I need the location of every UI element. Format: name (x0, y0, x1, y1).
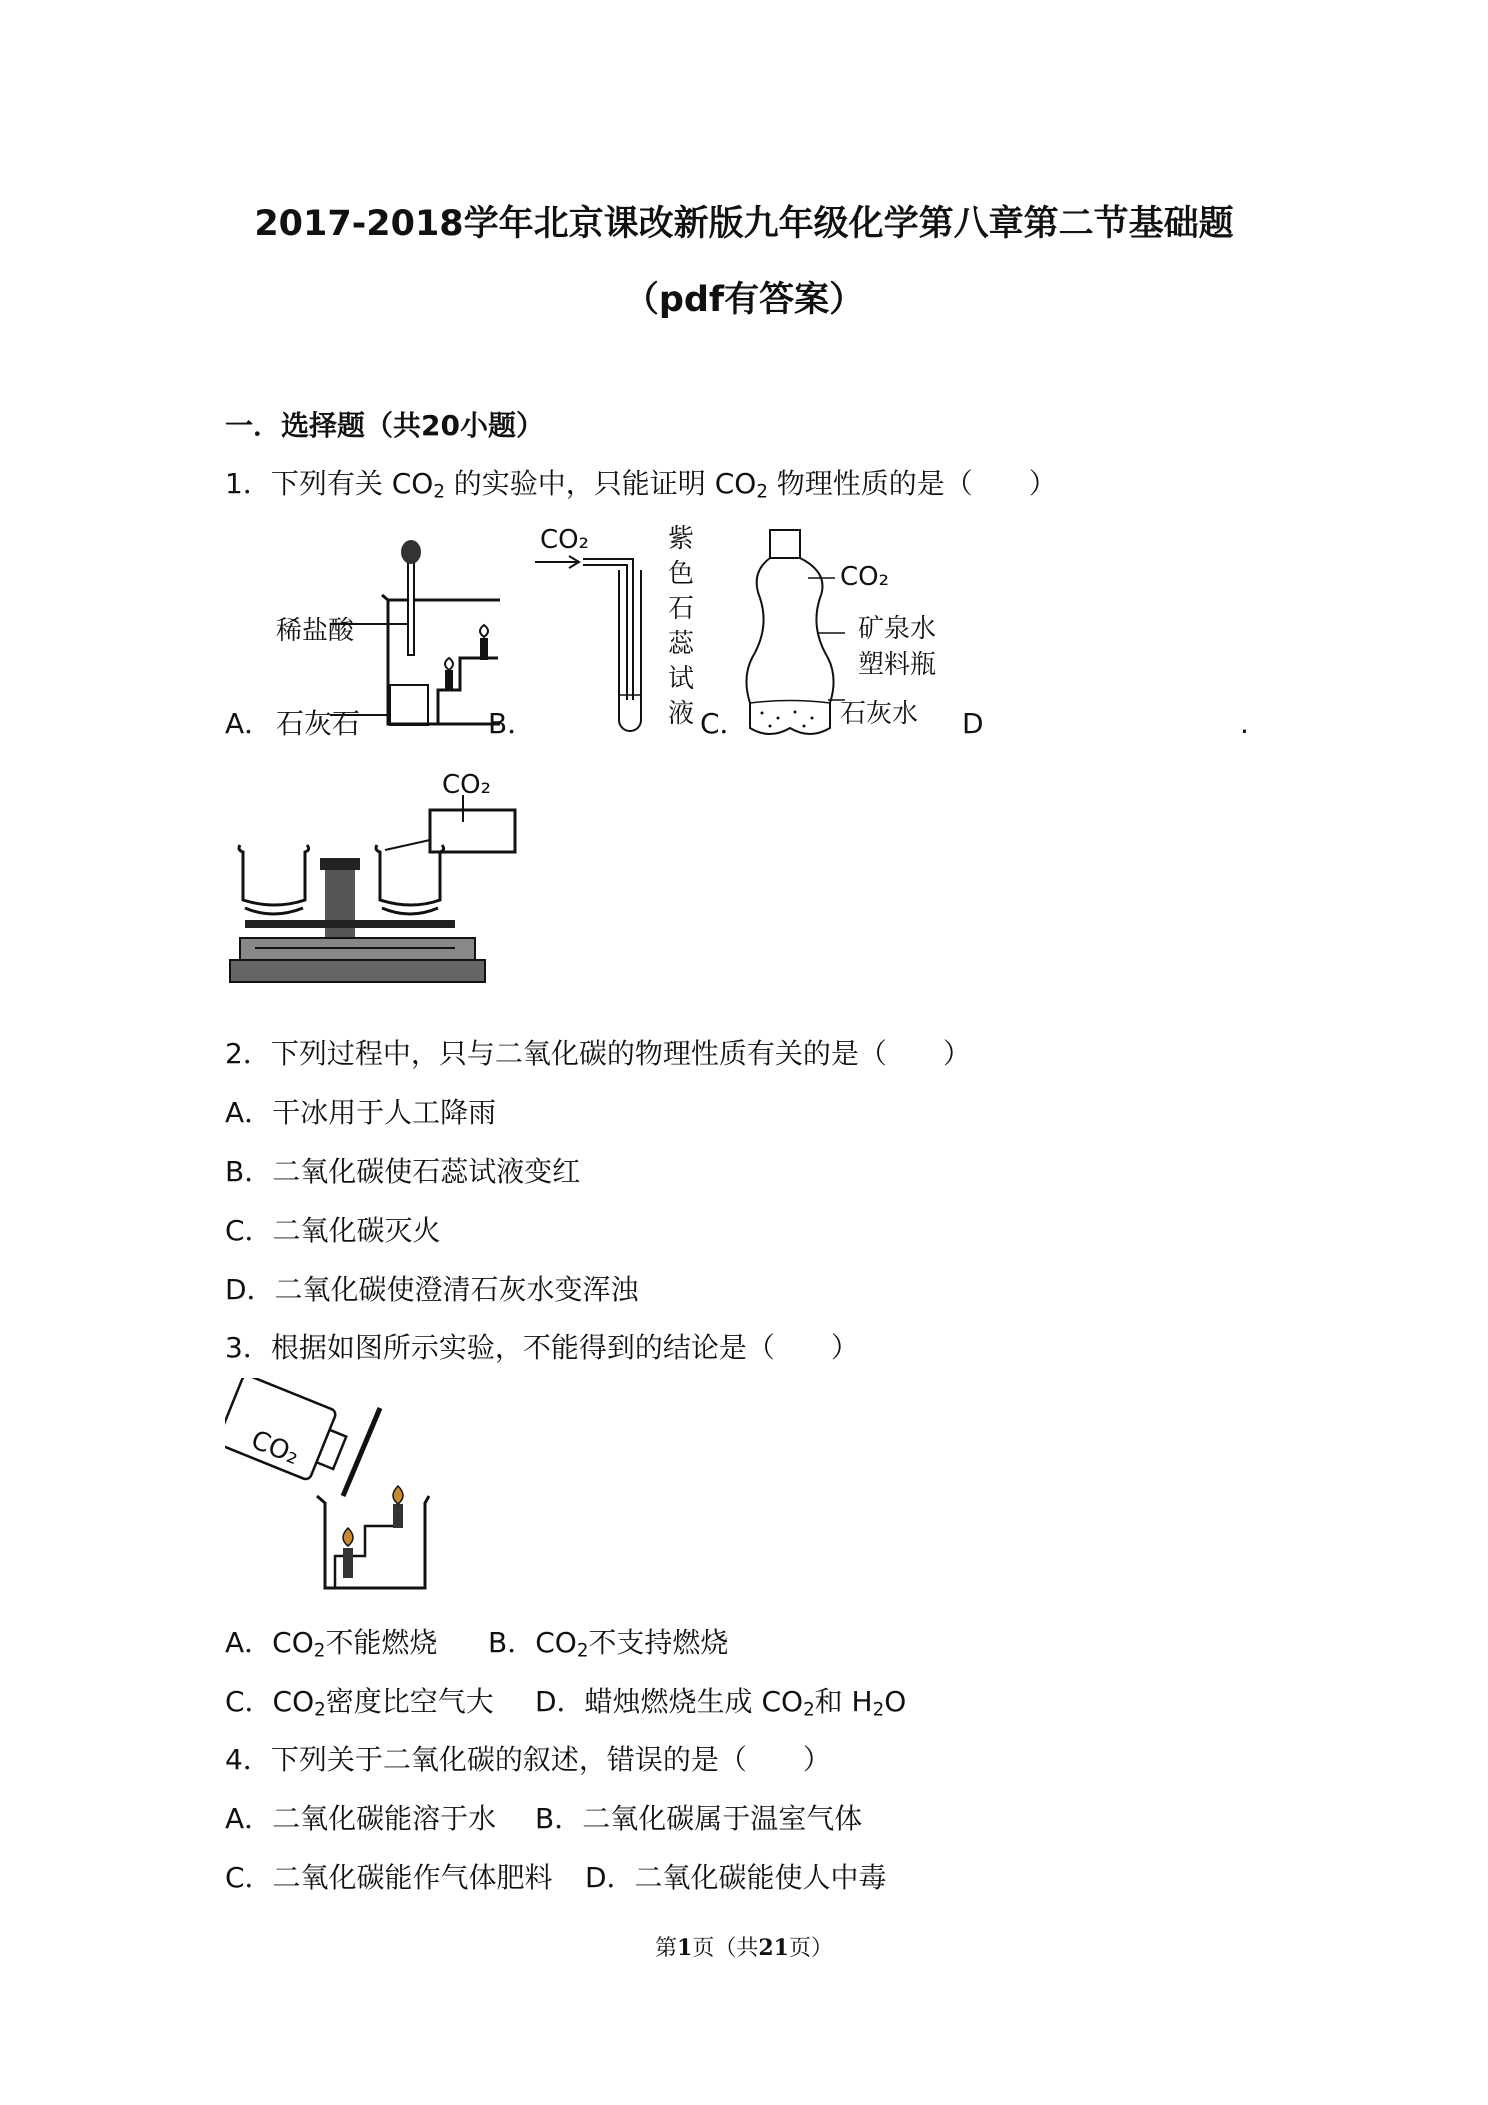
footer-post: 页） (788, 1936, 833, 1961)
q4-option-d: D．二氧化碳能使人中毒 (585, 1861, 887, 1894)
figC-label-bottle-2: 塑料瓶 (858, 650, 937, 680)
figA-beaker (388, 600, 500, 724)
q3-glass-rod (343, 1408, 380, 1496)
figC-limewater-dots (761, 711, 814, 728)
q3-option-b (488, 1625, 728, 1661)
figA-label-acid: 稀盐酸 (276, 616, 355, 646)
q3-figure (225, 1378, 445, 1608)
q1-stem (225, 466, 1057, 502)
q2-stem: 2．下列过程中，只与二氧化碳的物理性质有关的是（ ） (225, 1037, 971, 1070)
figB-char: 蕊 (668, 629, 695, 659)
q1-option-d-letter: D (962, 707, 984, 740)
q3-flame-low (343, 1528, 353, 1546)
figA-label-limestone: 石灰石 (276, 707, 361, 740)
q3-option-a (225, 1625, 437, 1661)
q1-option-b-letter: B． (488, 707, 536, 740)
q3-sub: 2 (803, 1699, 815, 1721)
figB-char: 液 (668, 699, 695, 729)
q3-option-d-mid: 和 H (814, 1685, 873, 1718)
q3-option-c-post: 密度比空气大 (325, 1685, 494, 1718)
q1-figure-c (740, 528, 850, 743)
section-heading: 一．选择题（共20小题） (225, 409, 544, 442)
q3-option-b-post: 不支持燃烧 (588, 1626, 729, 1659)
figB-test-tube (619, 570, 641, 731)
q1-stem-mid: 的实验中，只能证明 CO (444, 467, 757, 500)
q1-number: 1． (225, 467, 271, 500)
q3-candle-high (393, 1504, 403, 1528)
figC-label-bottle-1: 矿泉水 (858, 614, 937, 644)
q4-option-b: B．二氧化碳属于温室气体 (535, 1802, 863, 1835)
q1-stem-post: 物理性质的是（ ） (767, 467, 1057, 500)
q1-figure-b (535, 525, 685, 745)
q1-stem-pre: 下列有关 CO (270, 467, 434, 500)
q1-option-c-letter: C． (700, 707, 748, 740)
q3-candle-low (343, 1548, 353, 1578)
figB-char: 石 (668, 594, 695, 624)
figB-char: 色 (668, 559, 695, 589)
q3-option-a-post: 不能燃烧 (325, 1626, 438, 1659)
q3-option-d-pre: D．蜡烛燃烧生成 CO (535, 1685, 804, 1718)
q1-option-end-dot: . (1240, 707, 1249, 740)
figA-dropper-bulb (401, 540, 421, 564)
q2-option-b: B．二氧化碳使石蕊试液变红 (225, 1155, 581, 1188)
document-title-line2: （pdf有答案） (623, 280, 865, 320)
figD-gas-label: CO₂ (442, 770, 492, 800)
q3-option-b-pre: B．CO (488, 1626, 577, 1659)
figA-small-cup (390, 685, 428, 725)
figD-beam (245, 920, 455, 928)
figD-base (240, 938, 475, 962)
figD-pillar (325, 865, 355, 943)
q1-sub-1: 2 (433, 481, 445, 503)
q4-option-c: C．二氧化碳能作气体肥料 (225, 1861, 553, 1894)
document-title-line1: 2017-2018学年北京课改新版九年级化学第八章第二节基础题 (254, 204, 1234, 244)
q3-sub: 2 (576, 1640, 589, 1662)
figD-beaker-right (376, 845, 444, 905)
q3-sub: 2 (314, 1699, 326, 1721)
figC-label-limewater: 石灰水 (840, 699, 919, 729)
figA-candle-high (480, 638, 488, 660)
figB-vertical-label (668, 522, 694, 732)
q3-sub: 2 (313, 1640, 326, 1662)
figB-gas-label: CO₂ (540, 525, 590, 555)
q3-option-c (225, 1684, 494, 1720)
q3-option-d (535, 1684, 906, 1720)
footer-page-number: 1 (677, 1935, 693, 1961)
figB-char: 试 (668, 664, 695, 694)
q3-sub: 2 (872, 1699, 885, 1721)
q1-option-a-letter: A． (225, 707, 273, 740)
footer-total-pages: 21 (758, 1935, 789, 1961)
q2-option-a: A．干冰用于人工降雨 (225, 1096, 497, 1129)
figB-delivery-tube (583, 559, 633, 700)
figD-beaker-left (239, 845, 309, 905)
q3-option-a-pre: A．CO (225, 1626, 314, 1659)
q3-gas-label: CO₂ (246, 1425, 304, 1472)
q3-flame-high (393, 1486, 403, 1504)
footer-mid: 页（共 (692, 1936, 759, 1961)
q3-option-d-post: O (884, 1685, 907, 1718)
q3-stem: 3．根据如图所示实验，不能得到的结论是（ ） (225, 1331, 859, 1364)
footer-pre: 第 (655, 1936, 678, 1961)
q4-option-a: A．二氧化碳能溶于水 (225, 1802, 497, 1835)
q2-option-d: D．二氧化碳使澄清石灰水变浑浊 (225, 1273, 639, 1306)
figC-bottle (746, 558, 833, 734)
figC-cap (770, 530, 800, 558)
q3-option-c-pre: C．CO (225, 1685, 315, 1718)
q1-sub-2: 2 (756, 481, 768, 503)
page-footer (0, 1931, 1488, 1962)
figB-char: 紫 (668, 524, 695, 554)
q2-option-c: C．二氧化碳灭火 (225, 1214, 441, 1247)
figA-candle-low (445, 670, 453, 690)
figC-gas-label: CO₂ (840, 562, 890, 592)
q4-stem: 4．下列关于二氧化碳的叙述，错误的是（ ） (225, 1743, 831, 1776)
